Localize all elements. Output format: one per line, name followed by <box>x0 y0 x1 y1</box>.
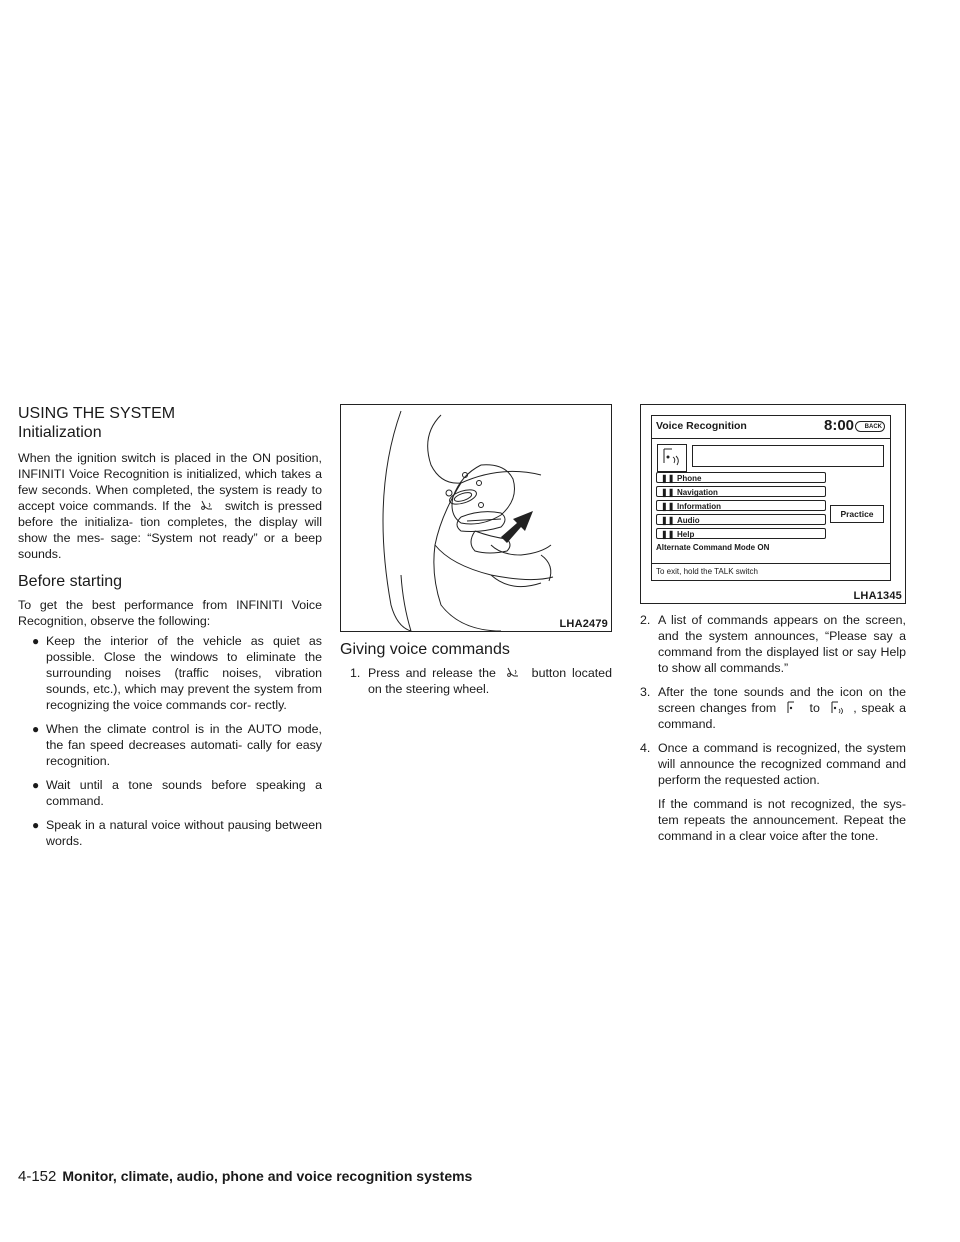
bullet-text: Keep the interior of the vehicle as quiet as possible. Close the windows to eliminate the surrounding noises (traffic noises, vibration sounds, etc.), which may prevent the system from recognizing the voice commands cor- rectly. <box>46 634 322 712</box>
voice-status-icon <box>657 444 687 472</box>
bullet-text: Wait until a tone sounds before speaking a command. <box>46 778 322 808</box>
list-item <box>640 612 906 676</box>
step-text: to <box>809 701 820 715</box>
voice-icon: ❚❚ <box>661 502 675 511</box>
talk-switch-icon <box>502 666 526 679</box>
practice-button[interactable]: Practice <box>830 505 884 523</box>
menu-item-navigation[interactable] <box>656 486 826 497</box>
screen-header <box>652 416 890 439</box>
giving-commands-heading: Giving voice commands <box>340 641 510 658</box>
steering-wheel-figure <box>340 404 612 632</box>
bullet-text: When the climate control is in the AUTO mode, the fan speed decreases automati- cally for easy recognition. <box>46 722 322 768</box>
list-item <box>640 740 906 844</box>
bullet-icon: ● <box>32 818 40 832</box>
step-text: Once a command is recognized, the system will announce the recognized command and perform the requested action. <box>658 741 906 787</box>
step-number: 1. <box>350 666 361 680</box>
step-number: 4. <box>640 741 651 755</box>
list-item <box>350 665 612 697</box>
middle-column <box>340 404 612 705</box>
menu-item-label: Audio <box>677 516 700 525</box>
menu-item-information[interactable] <box>656 500 826 511</box>
before-starting-list <box>18 633 322 849</box>
screen-title: Voice Recognition <box>656 420 747 432</box>
screen-time: 8:00 <box>824 417 855 434</box>
recognition-display <box>692 445 884 467</box>
menu-item-phone[interactable] <box>656 472 826 483</box>
menu-item-audio[interactable] <box>656 514 826 525</box>
step-text: A list of commands appears on the screen, and the system announces, “Please say a command from the displayed list or say Help to show all commands.” <box>658 613 906 675</box>
bullet-icon: ● <box>32 778 40 792</box>
right-column <box>640 404 906 852</box>
initialization-paragraph <box>18 450 322 562</box>
section-title: USING THE SYSTEM <box>18 405 176 422</box>
menu-item-label: Phone <box>677 474 702 483</box>
menu-item-label: Navigation <box>677 488 718 497</box>
voice-icon: ❚❚ <box>661 488 675 497</box>
back-button[interactable]: BACK <box>855 421 885 432</box>
voice-icon: ❚❚ <box>661 474 675 483</box>
command-steps <box>640 612 906 844</box>
bullet-icon: ● <box>32 722 40 736</box>
page-footer <box>18 1168 472 1185</box>
giving-commands-steps <box>350 665 612 697</box>
before-starting-intro: To get the best performance from INFINITI Voice Recognition, observe the following: <box>18 598 322 628</box>
bullet-icon: ● <box>32 634 40 648</box>
step-text: After the tone sounds and the icon on the screen changes from <box>658 685 906 715</box>
left-column <box>18 404 322 857</box>
voice-recognition-screen-figure <box>640 404 906 604</box>
step-text: Press and release the <box>368 666 496 680</box>
menu-item-help[interactable] <box>656 528 826 539</box>
alternate-mode-status: Alternate Command Mode ON <box>656 543 770 552</box>
initialization-text-1: When the ignition switch is placed in the ON position, INFINITI Voice Recognition is initialized, which takes a few seconds. When completed, the system is ready to accept voice commands. If <box>18 451 322 513</box>
bullet-text: Speak in a natural voice without pausing between words. <box>46 818 322 848</box>
voice-listening-icon <box>825 701 849 714</box>
figure-code: LHA1345 <box>853 590 902 602</box>
list-item <box>640 684 906 732</box>
screen-footer: To exit, hold the TALK switch <box>652 563 890 580</box>
initialization-text-2-prefix: the <box>173 499 192 513</box>
step-number: 3. <box>640 685 651 699</box>
list-item <box>18 721 322 769</box>
page-number: 4-152 <box>18 1168 57 1185</box>
list-item <box>18 633 322 713</box>
figure-code: LHA2479 <box>559 618 608 630</box>
list-item <box>18 817 322 849</box>
voice-icon: ❚❚ <box>661 530 675 539</box>
before-starting-heading: Before starting <box>18 573 123 590</box>
steering-wheel-illustration <box>341 405 611 631</box>
talk-switch-icon <box>196 499 220 512</box>
voice-icon: ❚❚ <box>661 516 675 525</box>
menu-item-label: Information <box>677 502 721 511</box>
voice-ready-icon <box>781 701 805 714</box>
step-text: button located on the steering wheel. <box>368 666 612 696</box>
step-follow-text: If the command is not recognized, the sys- tem repeats the announcement. Repeat the command in a clear voice after the tone. <box>658 797 906 843</box>
initialization-heading: Initialization <box>18 424 102 441</box>
initialization-text-2-rest: switch is pressed before the initializa- tion completes, the display will show the mes- sage: “System not ready” or a beep sounds. <box>18 499 322 561</box>
voice-recognition-screen <box>651 415 891 581</box>
list-item <box>18 777 322 809</box>
chapter-title: Monitor, climate, audio, phone and voice recognition systems <box>62 1168 473 1184</box>
step-number: 2. <box>640 613 651 627</box>
menu-item-label: Help <box>677 530 695 539</box>
step-text: , speak a command. <box>658 701 907 731</box>
